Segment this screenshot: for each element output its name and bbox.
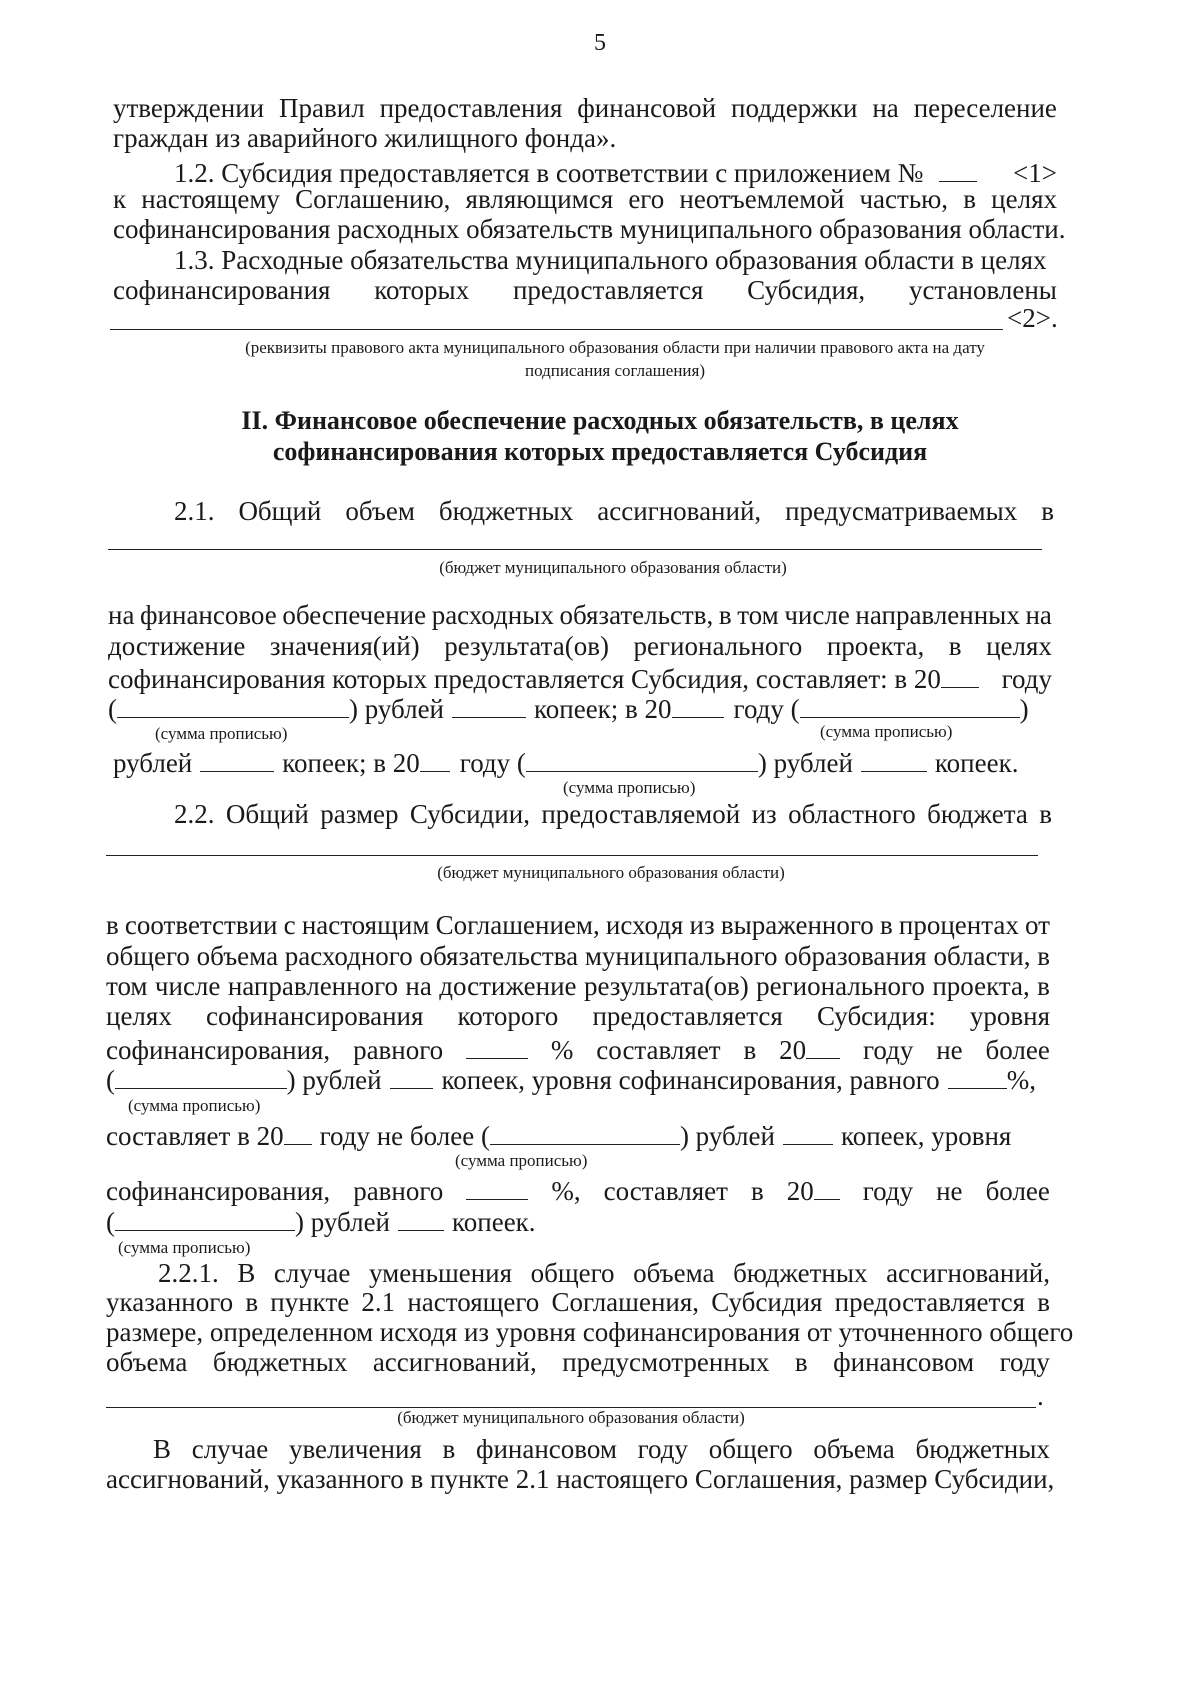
p22-line7-pct: %, [1006,1065,1036,1096]
sum-in-words-blank-3[interactable] [526,743,758,772]
word: Общий [238,496,322,526]
word: ассигнований, [372,1347,537,1377]
sum-caption-5: (сумма прописью) [455,1151,588,1170]
word: в [442,1434,456,1464]
word: области, [933,941,1031,971]
word: утверждении [113,93,265,123]
word: объема [106,1347,188,1377]
footnote-ref-2: <2>. [1007,303,1058,333]
budget-field-line-1[interactable] [108,549,1042,550]
word: частью, [859,184,949,214]
word: на [1025,600,1052,630]
word: уменьшения [368,1258,513,1288]
word: общего [530,1258,615,1288]
word: неотъемлемой [679,184,845,214]
sum-in-words-blank-2[interactable] [800,689,1020,718]
word: в [718,600,732,630]
word: переселение [913,93,1057,123]
year-blank-5[interactable] [284,1116,312,1145]
sum-caption-6: (сумма прописью) [118,1238,251,1257]
word: в [1037,1287,1050,1317]
word: в [1039,799,1052,829]
word: бюджетных [915,1434,1050,1464]
word: софинансирования [113,275,331,305]
p12-line2 [113,183,1057,215]
word: объема [813,1434,895,1464]
word: проекта, [826,631,925,661]
word: Соглашения, [551,1287,700,1317]
p22-line1 [174,798,1052,830]
p21-line5-kopeks: копеек; в 20 [534,694,672,725]
word: исходя [605,910,684,940]
word: поддержки [731,93,858,123]
sum-caption-2: (сумма прописью) [820,722,953,741]
p22-line9-e: в [750,1176,764,1207]
word: 2.2.1. [158,1258,219,1288]
word: с [283,910,296,940]
p221-line4-dot: . [1037,1381,1044,1411]
legal-act-caption-2: подписания соглашения) [524,361,705,380]
word: бюджетных [212,1347,348,1377]
word: в [245,1287,259,1317]
percent-blank-2[interactable] [948,1060,1007,1089]
word: регионального [756,971,925,1001]
word: в [879,910,893,940]
p22-line9-c: %, [551,1176,581,1207]
word: настоящего [407,1287,540,1317]
p221-line1 [158,1257,1050,1289]
p12-line1-text: 1.2. Субсидия предоставляется в соответствии с приложением № [174,158,924,189]
budget-caption-2: (бюджет муниципального образования области) [437,863,785,882]
word: результата(ов) [444,631,609,661]
p22-line7-kopeks: копеек, уровня софинансирования, равного [441,1065,940,1096]
word: целях [106,1001,172,1031]
word: результата(ов) [583,971,749,1001]
paren-close: ) [1019,694,1029,725]
word: регионального [633,631,803,661]
p21-line5 [108,689,1052,725]
paren-open-2: ( [106,1065,115,1096]
word: целях [991,184,1057,214]
word: Субсидия: [816,1001,936,1031]
word: В [153,1434,172,1464]
word: Субсидия [711,1287,823,1317]
word: В [237,1258,256,1288]
word: 2.1 [361,1287,396,1317]
kopeks-blank-1[interactable] [452,689,526,718]
word: в [1037,941,1050,971]
legal-act-caption-1: (реквизиты правового акта муниципального образования области при наличии правового акта на дату [245,338,985,357]
word: областного [788,799,916,829]
p22-line10-end: копеек. [452,1207,536,1238]
sum-in-words-blank-4[interactable] [115,1060,287,1089]
word: объема [633,1258,715,1288]
word: 2.1. [174,496,215,526]
word: указанного [106,1287,234,1317]
p22-line2 [106,909,1050,941]
p22-line8-rubles: ) рублей [679,1121,775,1152]
appendix-number-blank[interactable] [939,153,977,182]
word: том [106,971,148,1001]
word: случае [273,1258,351,1288]
word: которого [457,1001,559,1031]
word: размер [320,799,399,829]
word: том [737,600,779,630]
p0-line1 [113,92,1057,124]
word: в [794,1347,808,1377]
percent-blank-3[interactable] [466,1171,528,1200]
p22-line9-h: не [936,1176,963,1207]
word: случае [191,1434,269,1464]
word: общего [106,941,190,971]
p22-line8-kopeks: копеек, уровня [840,1121,1012,1152]
sum-in-words-blank-1[interactable] [117,689,349,718]
word: финансовое [140,600,277,630]
word: Правил [279,93,365,123]
p21-line6-end: копеек. [934,748,1019,779]
word: 2.2. [174,799,215,829]
p221-line3: размере, определенном исходя из уровня софинансирования от уточненного общего [106,1317,1074,1347]
word: муниципального [584,941,778,971]
p22-line9-f: 20 [786,1176,814,1207]
budget-caption-1: (бюджет муниципального образования области) [439,558,787,577]
word: которых [374,275,470,305]
word: являющимся [465,184,614,214]
word: году [999,1347,1050,1377]
word: софинансирования [205,1001,424,1031]
p22-line10-rubles: ) рублей [295,1207,391,1238]
legal-act-field-line[interactable] [110,329,1003,330]
word: бюджета [927,799,1028,829]
percent-blank-1[interactable] [466,1030,528,1059]
year-blank-4[interactable] [806,1030,840,1059]
p22-line8-a: составляет в 20 [106,1121,284,1152]
word: ассигнований, [886,1258,1050,1288]
sum-in-words-blank-5[interactable] [490,1116,680,1145]
word: ассигнований, [597,496,762,526]
word: числе [784,600,850,630]
paren-open-3: ( [106,1207,115,1238]
year-blank-6[interactable] [814,1171,840,1200]
p22-line6-h: не [936,1035,963,1066]
word: увеличения [288,1434,422,1464]
p21-line5-year: году ( [733,694,800,725]
kopeks-blank-3[interactable] [861,743,927,772]
word: в [106,910,119,940]
word: объема [196,941,279,971]
kopeks-blank-4[interactable] [390,1060,434,1089]
word: достижение [439,971,577,1001]
word: обязательств, [559,600,714,630]
word: пункте [270,1287,350,1317]
word: году [637,1434,689,1464]
word: целях [986,631,1052,661]
p22-line6-d: составляет [596,1035,721,1066]
word: в [1037,971,1050,1001]
p21-line6-kopeks: копеек; в 20 [282,748,420,779]
word: достижение [108,631,246,661]
p22-line9-a: софинансирования, [106,1176,331,1207]
footnote-ref-1: <1> [1013,158,1057,189]
word: предусматриваемых [785,496,1018,526]
word: Субсидии, [409,799,530,829]
p22-line9-d: составляет [603,1176,728,1207]
word: общего [708,1434,793,1464]
section-heading-line1: II. Финансовое обеспечение расходных обязательств, в целях [241,406,959,435]
word: бюджетных [733,1258,868,1288]
word: в [963,184,976,214]
word: установлены [908,275,1057,305]
p22-line9-g: году [862,1176,914,1207]
p22-line6-c: % [550,1035,574,1066]
p22-line6-g: году [862,1035,914,1066]
word: Соглашению, [295,184,451,214]
word: к [113,184,127,214]
plast-line2: ассигнований, указанного в пункте 2.1 настоящего Соглашения, размер Субсидии, [106,1464,1055,1494]
word: на [872,93,899,123]
p22-line4 [106,970,1050,1002]
word: предоставляемой [541,799,741,829]
word: на [405,971,432,1001]
word: предусмотренных [562,1347,770,1377]
word: от [1025,910,1050,940]
sum-in-words-blank-6[interactable] [115,1202,295,1231]
word: Общий [225,799,309,829]
word: проекта, [932,971,1030,1001]
word: числе [154,971,221,1001]
word: обеспечение [282,600,427,630]
year-blank-1[interactable] [941,659,979,688]
kopeks-blank-2[interactable] [200,743,274,772]
p13-line2 [113,274,1057,306]
word: финансовом [833,1347,975,1377]
word: его [628,184,665,214]
p22-line6-b: равного [353,1035,444,1066]
word: значения(ий) [269,631,420,661]
word: соответствии [124,910,278,940]
word: финансовом [475,1434,617,1464]
word: Субсидия, [747,275,866,305]
plast-line1 [153,1433,1050,1465]
p22-line6-e: в [743,1035,757,1066]
p22-line7-rubles: ) рублей [286,1065,382,1096]
p22-line6-a: софинансирования, [106,1035,331,1066]
word: настоящему [141,184,280,214]
p21-line6-rubles2: ) рублей [757,748,853,779]
kopeks-blank-5[interactable] [783,1116,833,1145]
word: расходного [284,941,413,971]
p21-line4-text: софинансирования которых предоставляется Субсидия, составляет: в 20 [108,664,941,695]
p22-line7 [106,1060,1036,1096]
p22-line9-i: более [985,1176,1050,1207]
p22-line6-f: 20 [779,1035,807,1066]
word: направленных [855,600,1020,630]
budget-caption-3: (бюджет муниципального образования области) [397,1408,745,1427]
word: из [751,799,777,829]
word: направленного [227,971,398,1001]
word: предоставляется [592,1001,783,1031]
p21-line6-rubles: рублей [113,748,193,779]
word: бюджетных [438,496,574,526]
word: выраженного [720,910,874,940]
word: расходных [431,600,554,630]
p21-line6 [113,743,1023,779]
budget-field-line-2[interactable] [106,855,1038,856]
word: финансовой [577,93,717,123]
word: обязательства [419,941,579,971]
p22-line9-year-group [787,1171,840,1207]
word: в [1041,496,1054,526]
word: Соглашением, [435,910,600,940]
p21-line4-end: году [1001,664,1052,695]
p221-line4 [106,1346,1050,1378]
sum-caption-1: (сумма прописью) [155,724,288,743]
p21-line6-year: году ( [459,748,526,779]
paren-open: ( [108,694,117,725]
p0-line2: граждан из аварийного жилищного фонда». [113,123,617,153]
word: из [689,910,715,940]
sum-caption-3: (сумма прописью) [563,778,696,797]
p221-line2 [106,1286,1050,1318]
word: объем [345,496,415,526]
p21-line1 [174,495,1054,527]
word: на [108,600,135,630]
p13-line1: 1.3. Расходные обязательства муниципального образования области в целях [174,245,1047,275]
word: в [948,631,962,661]
p12-line3: софинансирования расходных обязательств муниципального образования области. [113,214,1066,244]
kopeks-blank-6[interactable] [398,1202,444,1231]
year-blank-2[interactable] [672,689,724,718]
p22-line8-b: году не более ( [319,1121,490,1152]
year-blank-3[interactable] [420,743,450,772]
word: уровня [969,1001,1050,1031]
word: предоставления [379,93,563,123]
word: образования [784,941,927,971]
p21-line3 [108,630,1052,662]
p22-line6-i: более [985,1035,1050,1066]
p21-line2 [108,599,1052,631]
p22-line5 [106,1000,1050,1032]
word: предоставляется [834,1287,1026,1317]
section-heading-line2: софинансирования которых предоставляется Субсидия [272,437,928,466]
sum-caption-4: (сумма прописью) [128,1096,261,1115]
p22-line10 [106,1202,536,1238]
p21-line5-rubles: ) рублей [349,694,445,725]
p22-line8 [106,1116,1011,1152]
p22-line3 [106,940,1050,972]
word: процентах [898,910,1019,940]
page-number: 5 [594,30,606,56]
word: предоставляется [512,275,704,305]
word: настоящим [301,910,430,940]
p22-line9-b: равного [353,1176,444,1207]
